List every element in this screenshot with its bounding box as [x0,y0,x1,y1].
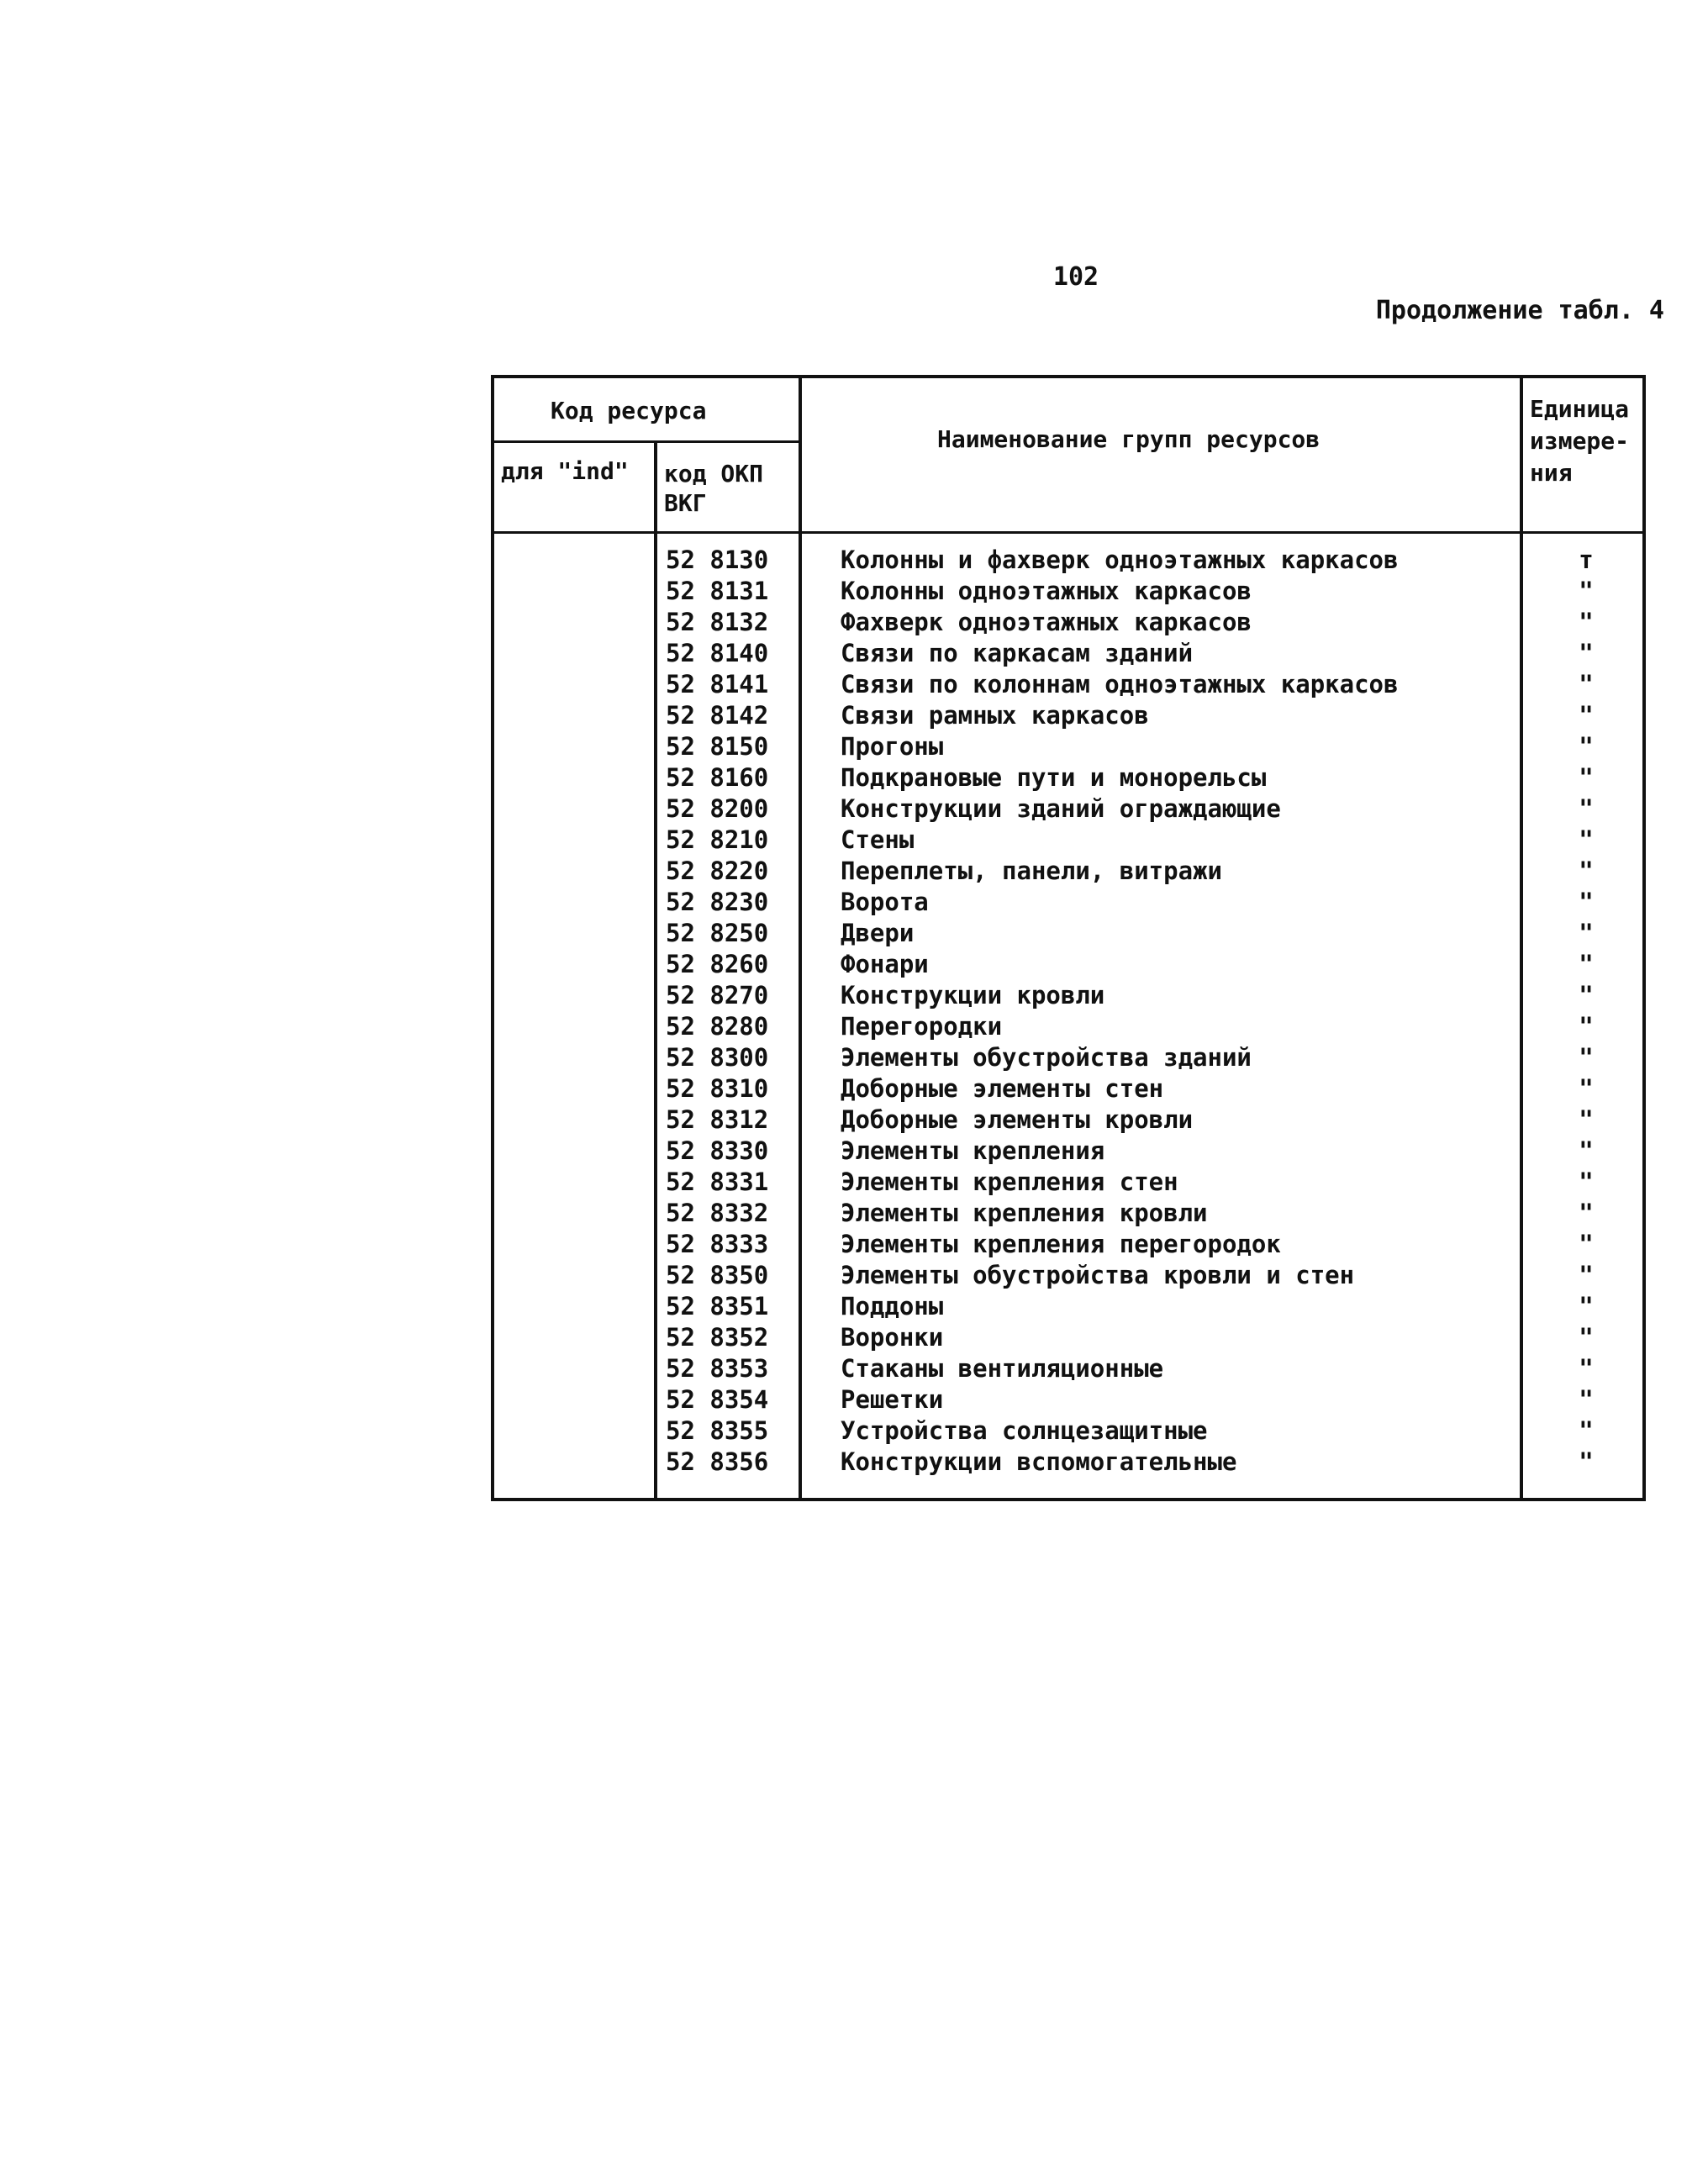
resource-code: 52 8160 [666,763,769,792]
unit-of-measure: " [1579,670,1594,698]
resource-code: 52 8131 [666,577,769,605]
table-row [0,731,1708,762]
header-unit-line1: Единица [1530,395,1630,423]
unit-of-measure: " [1579,763,1594,792]
unit-of-measure: " [1579,981,1594,1009]
table-row [0,980,1708,1011]
table-row [0,1384,1708,1415]
resource-code: 52 8200 [666,794,769,823]
resource-code: 52 8250 [666,919,769,947]
resource-code: 52 8270 [666,981,769,1009]
unit-of-measure: " [1579,1230,1594,1258]
resource-code: 52 8210 [666,825,769,854]
table-row [0,1198,1708,1229]
table-row [0,1011,1708,1042]
resource-group-name: Поддоны [841,1292,944,1320]
unit-of-measure: " [1579,888,1594,916]
table-row [0,949,1708,980]
header-okp-code: код ОКП [664,460,764,488]
header-unit-line2: измере- [1530,427,1630,455]
table-row [0,762,1708,793]
resource-group-name: Ворота [841,888,929,916]
resource-group-name: Элементы обустройства зданий [841,1043,1252,1072]
resource-group-name: Устройства солнцезащитные [841,1416,1208,1445]
resource-group-name: Перегородки [841,1012,1003,1041]
table-row [0,1322,1708,1353]
unit-of-measure: " [1579,1043,1594,1072]
unit-of-measure: " [1579,639,1594,667]
resource-group-name: Подкрановые пути и монорельсы [841,763,1267,792]
unit-of-measure: " [1579,1105,1594,1134]
resource-code: 52 8220 [666,857,769,885]
resource-code: 52 8350 [666,1261,769,1289]
resource-code: 52 8140 [666,639,769,667]
table-row [0,793,1708,825]
header-bottom-rule [494,531,1642,534]
table-row [0,669,1708,700]
unit-of-measure: " [1579,1292,1594,1320]
table-row [0,700,1708,731]
resource-group-name: Элементы крепления кровли [841,1199,1208,1227]
resource-group-name: Связи по каркасам зданий [841,639,1194,667]
resource-code: 52 8356 [666,1447,769,1476]
table-row [0,1104,1708,1136]
table-row [0,1291,1708,1322]
resource-code: 52 8332 [666,1199,769,1227]
resource-group-name: Колонны одноэтажных каркасов [841,577,1252,605]
resource-code: 52 8333 [666,1230,769,1258]
resource-code: 52 8354 [666,1385,769,1414]
unit-of-measure: " [1579,1354,1594,1383]
resource-code: 52 8150 [666,732,769,761]
table-row [0,856,1708,887]
table-row [0,825,1708,856]
resource-group-name: Прогоны [841,732,944,761]
table-row [0,1167,1708,1198]
resource-code: 52 8353 [666,1354,769,1383]
unit-of-measure: " [1579,732,1594,761]
table-row [0,1073,1708,1104]
table-row [0,1260,1708,1291]
unit-of-measure: " [1579,919,1594,947]
resource-code: 52 8331 [666,1168,769,1196]
resource-code: 52 8132 [666,608,769,636]
resource-group-name: Воронки [841,1323,944,1352]
resource-code: 52 8142 [666,701,769,730]
unit-of-measure: " [1579,701,1594,730]
resource-group-name: Конструкции кровли [841,981,1105,1009]
unit-of-measure: " [1579,1323,1594,1352]
unit-of-measure: " [1579,825,1594,854]
unit-of-measure: " [1579,794,1594,823]
unit-of-measure: " [1579,1199,1594,1227]
header-subdivider [494,440,799,443]
header-vkg: ВКГ [664,489,707,517]
table-row [0,1042,1708,1073]
table-row [0,1353,1708,1384]
header-group-name: Наименование групп ресурсов [937,425,1321,453]
header-for-ind: для "ind" [501,457,629,485]
resource-group-name: Элементы крепления стен [841,1168,1178,1196]
resource-group-name: Элементы обустройства кровли и стен [841,1261,1355,1289]
table-continuation-label: Продолжение табл. 4 [1375,296,1664,325]
resource-code: 52 8351 [666,1292,769,1320]
header-unit-line3: ния [1530,459,1573,487]
table-row [0,1136,1708,1167]
resource-group-name: Двери [841,919,915,947]
unit-of-measure: " [1579,1012,1594,1041]
resource-group-name: Конструкции зданий ограждающие [841,794,1281,823]
resource-group-name: Фонари [841,950,929,978]
resource-code: 52 8355 [666,1416,769,1445]
table-row [0,918,1708,949]
unit-of-measure: " [1579,1074,1594,1103]
table-row [0,1447,1708,1478]
resource-group-name: Колонны и фахверк одноэтажных каркасов [841,546,1399,574]
table-row [0,545,1708,576]
resource-code: 52 8312 [666,1105,769,1134]
unit-of-measure: " [1579,1385,1594,1414]
unit-of-measure: " [1579,577,1594,605]
resource-group-name: Решетки [841,1385,944,1414]
table-row [0,576,1708,607]
resource-code: 52 8141 [666,670,769,698]
table-row [0,887,1708,918]
table-row [0,607,1708,638]
header-resource-code: Код ресурса [551,397,707,424]
table-row [0,1229,1708,1260]
unit-of-measure: " [1579,1261,1594,1289]
resource-group-name: Стаканы вентиляционные [841,1354,1164,1383]
resource-code: 52 8330 [666,1136,769,1165]
page-number: 102 [1052,262,1099,292]
unit-of-measure: " [1579,950,1594,978]
table-row [0,638,1708,669]
resource-code: 52 8280 [666,1012,769,1041]
unit-of-measure: " [1579,608,1594,636]
resource-code: 52 8260 [666,950,769,978]
unit-of-measure: " [1579,857,1594,885]
resource-group-name: Фахверк одноэтажных каркасов [841,608,1252,636]
resource-group-name: Доборные элементы кровли [841,1105,1194,1134]
resource-code: 52 8230 [666,888,769,916]
unit-of-measure: " [1579,1416,1594,1445]
unit-of-measure: т [1579,546,1594,574]
resource-group-name: Доборные элементы стен [841,1074,1164,1103]
resource-code: 52 8130 [666,546,769,574]
resource-group-name: Связи по колоннам одноэтажных каркасов [841,670,1399,698]
unit-of-measure: " [1579,1168,1594,1196]
table-row [0,1415,1708,1447]
resource-code: 52 8310 [666,1074,769,1103]
unit-of-measure: " [1579,1447,1594,1476]
resource-group-name: Переплеты, панели, витражи [841,857,1222,885]
resource-group-name: Стены [841,825,915,854]
resource-group-name: Элементы крепления [841,1136,1105,1165]
unit-of-measure: " [1579,1136,1594,1165]
resource-group-name: Элементы крепления перегородок [841,1230,1281,1258]
resource-group-name: Связи рамных каркасов [841,701,1149,730]
resource-group-name: Конструкции вспомогательные [841,1447,1237,1476]
resource-code: 52 8300 [666,1043,769,1072]
resource-code: 52 8352 [666,1323,769,1352]
